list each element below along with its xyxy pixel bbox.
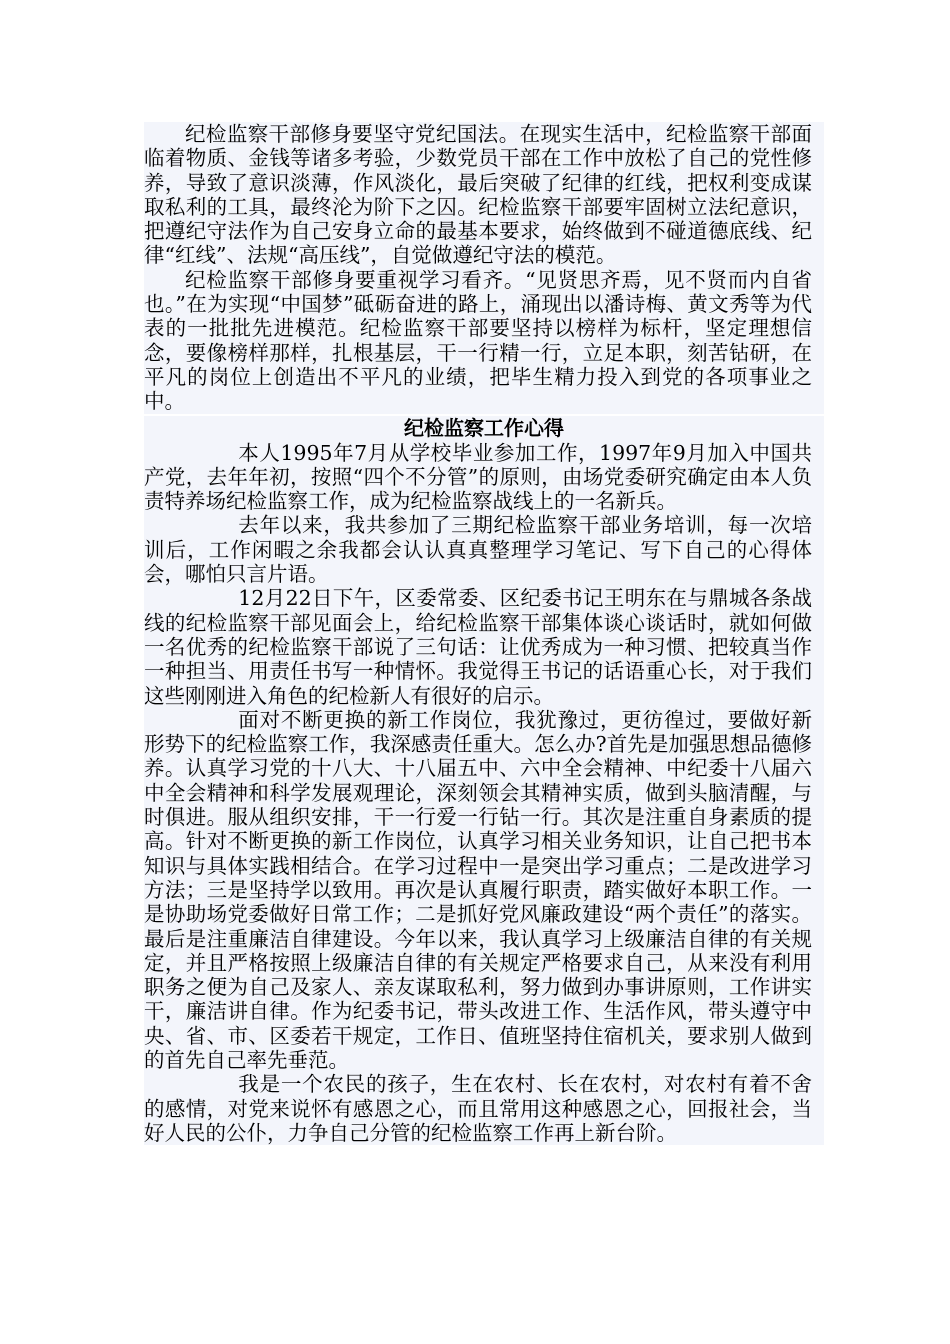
section-discipline: [144, 122, 824, 414]
section-title: 纪检监察工作心得: [144, 416, 824, 441]
paragraph: 纪检监察干部修身要坚守党纪国法。在现实生活中，纪检监察干部面临着物质、金钱等诸多考验，少数党员干部在工作中放松了自己的党性修养，导致了意识淡薄，作风淡化，最后突破了纪律的红线，把权利变成谋取私利的工具，最终沦为阶下之囚。纪检监察干部要牢固树立法纪意识，把遵纪守法作为自己安身立命的最基本要求，始终做到不碰道德底线、纪律“红线”、法规“高压线”，自觉做遵纪守法的模范。: [144, 122, 812, 268]
section-work-experience: [144, 441, 824, 1146]
paragraph: 本人1995年7月从学校毕业参加工作，1997年9月加入中国共产党，去年年初，按照“四个不分管”的原则，由场党委研究确定由本人负责特养场纪检监察工作，成为纪检监察战线上的一名新兵。: [144, 440, 812, 514]
paragraph: 去年以来，我共参加了三期纪检监察干部业务培训，每一次培训后，工作闲暇之余我都会认认真真整理学习笔记、写下自己的心得体会，哪怕只言片语。: [144, 513, 812, 587]
document-body: [144, 122, 824, 1145]
paragraph: 12月22日下午，区委常委、区纪委书记王明东在与鼎城各条战线的纪检监察干部见面会上，给纪检监察干部集体谈心谈话时，就如何做一名优秀的纪检监察干部说了三句话：让优秀成为一种习惯、把较真当作一种担当、用责任书写一种情怀。我觉得王书记的话语重心长，对于我们这些刚刚进入角色的纪检新人有很好的启示。: [144, 586, 812, 708]
paragraph: 面对不断更换的新工作岗位，我犹豫过，更彷徨过，要做好新形势下的纪检监察工作，我深感责任重大。怎么办?首先是加强思想品德修养。认真学习党的十八大、十八届五中、六中全会精神、中纪委十八届六中全会精神和科学发展观理论，深刻领会其精神实质，做到头脑清醒，与时俱进。服从组织安排，干一行爱一行钻一行。其次是注重自身素质的提高。针对不断更换的新工作岗位，认真学习相关业务知识，让自己把书本知识与具体实践相结合。在学习过程中一是突出学习重点；二是改进学习方法；三是坚持学以致用。再次是认真履行职责，踏实做好本职工作。一是协助场党委做好日常工作；二是抓好党风廉政建设“两个责任”的落实。最后是注重廉洁自律建设。今年以来，我认真学习上级廉洁自律的有关规定，并且严格按照上级廉洁自律的有关规定严格要求自己，从来没有利用职务之便为自己及家人、亲友谋取私利，努力做到办事讲原则，工作讲实干，廉洁讲自律。作为纪委书记，带头改进工作、生活作风，带头遵守中央、省、市、区委若干规定，工作日、值班坚持住宿机关，要求别人做到的首先自己率先垂范。: [144, 707, 812, 1072]
paragraph: 纪检监察干部修身要重视学习看齐。“见贤思齐焉，见不贤而内自省也。”在为实现“中国梦”砥砺奋进的路上，涌现出以潘诗梅、黄文秀等为代表的一批批先进模范。纪检监察干部要坚持以榜样为标杆，坚定理想信念，要像榜样那样，扎根基层，干一行精一行，立足本职，刻苦钻研，在平凡的岗位上创造出不平凡的业绩，把毕生精力投入到党的各项事业之中。: [144, 267, 812, 414]
paragraph: 我是一个农民的孩子，生在农村、长在农村，对农村有着不舍的感情，对党来说怀有感恩之心，而且常用这种感恩之心，回报社会，当好人民的公仆，力争自己分管的纪检监察工作再上新台阶。: [144, 1072, 812, 1145]
